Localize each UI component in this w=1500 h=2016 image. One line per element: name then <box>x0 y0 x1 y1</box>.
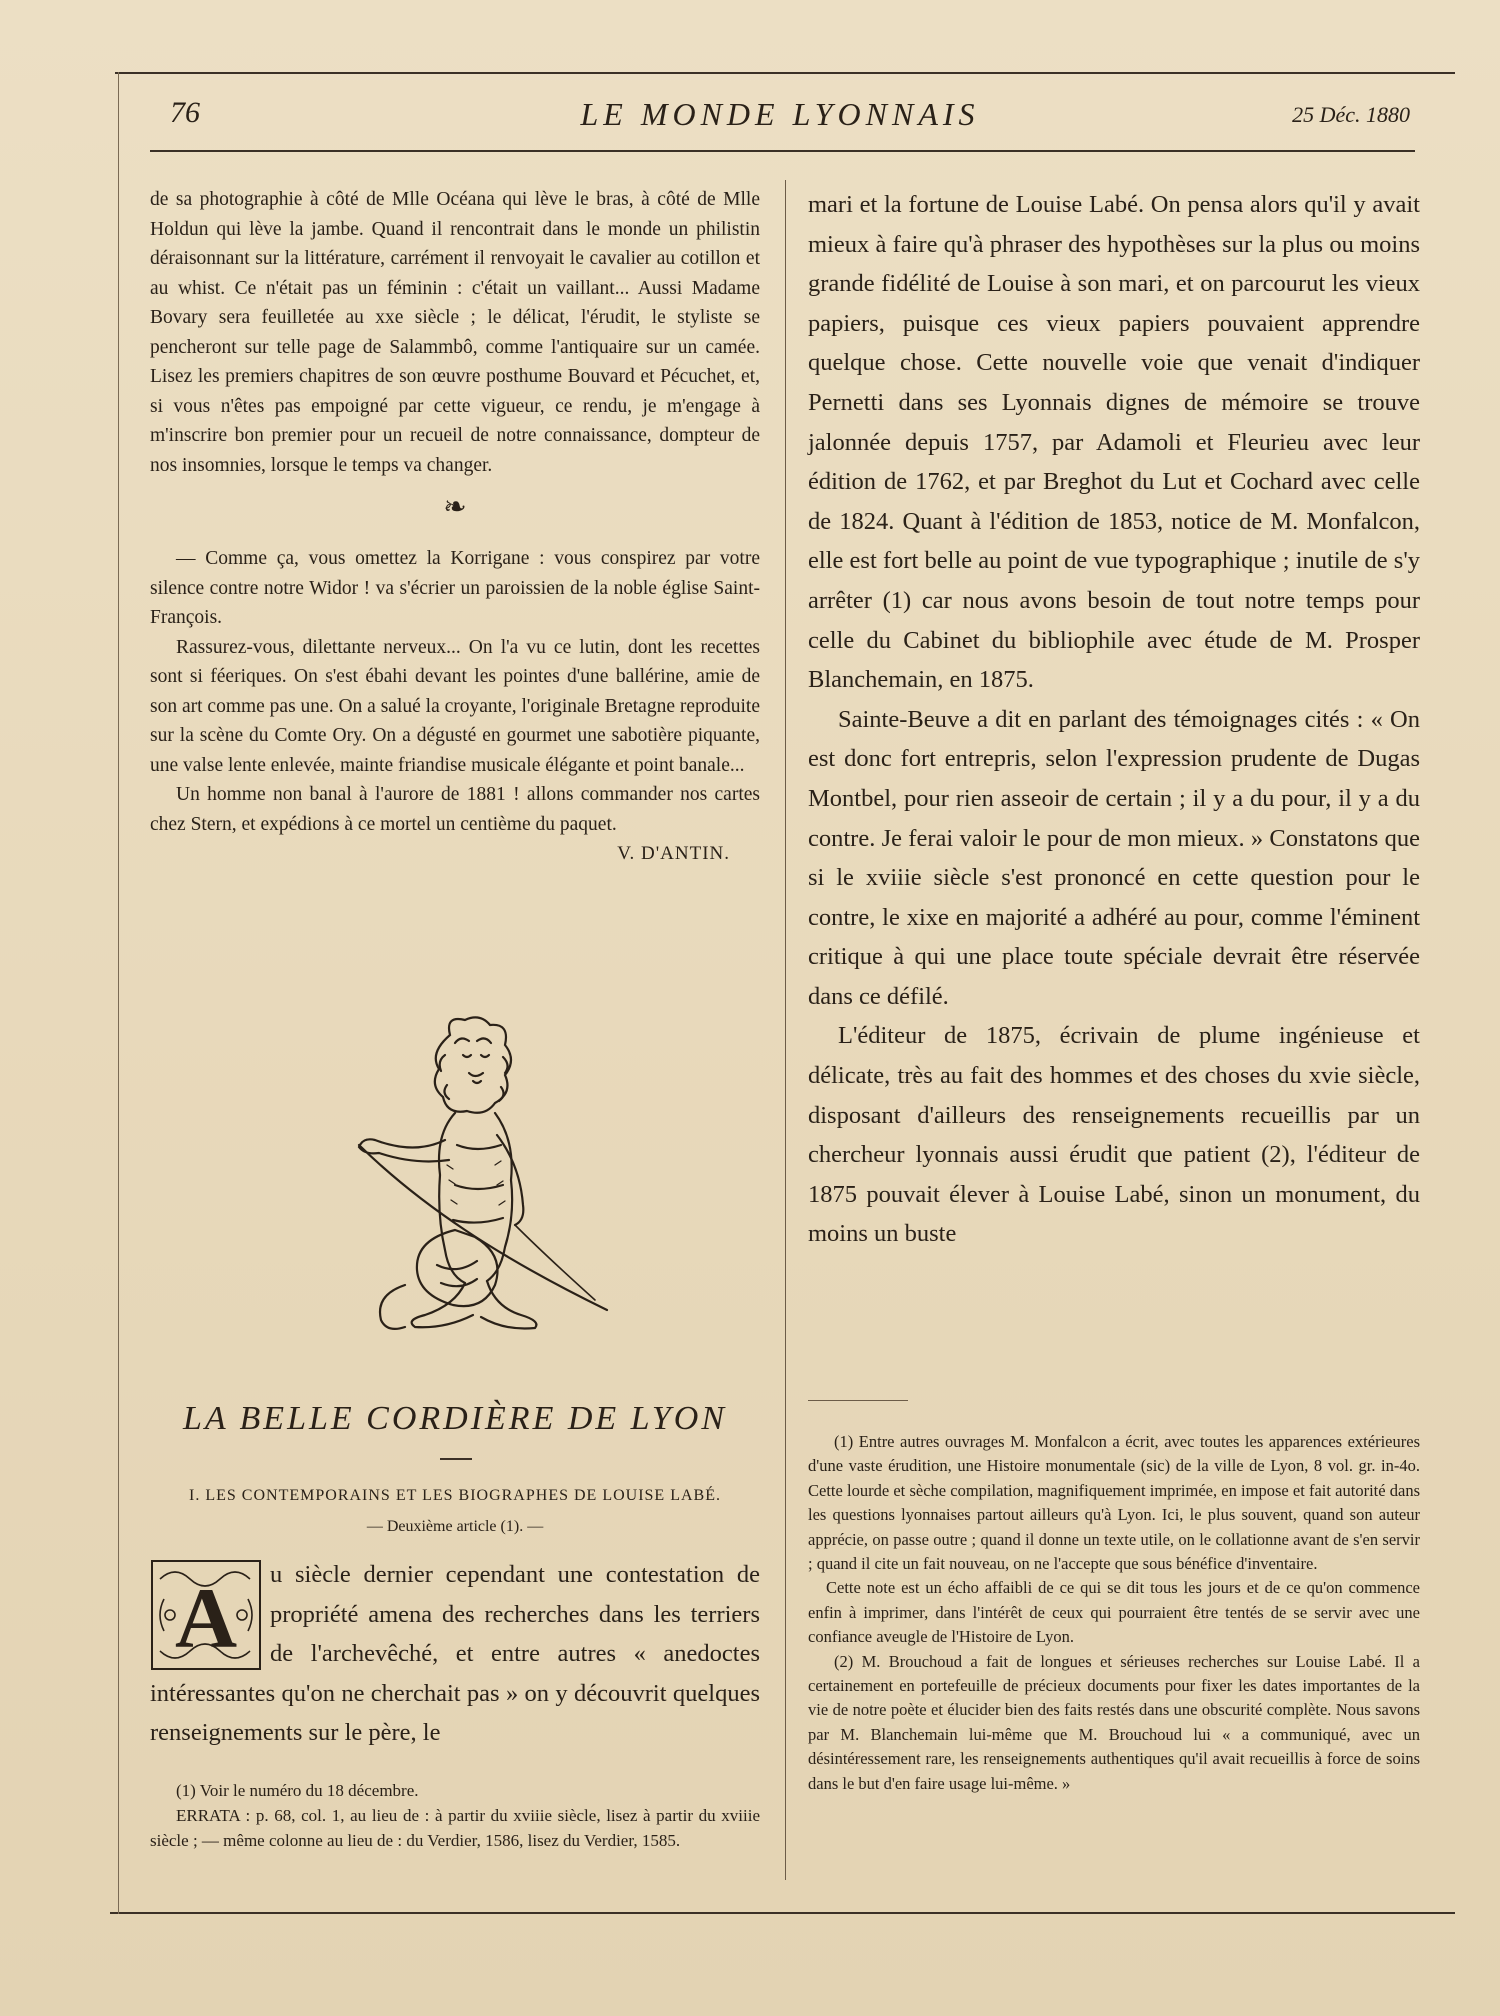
footnote: (1) Voir le numéro du 18 décembre. <box>176 1781 419 1800</box>
footnote: (1) Entre autres ouvrages M. Monfalcon a écrit, avec toutes les apparences extérieures d'une vaste érudition, une Histoire monumentale (sic) de la ville de Lyon, 8 vol. gr. in-4o. Cette lourde et sèche compilation, magnifiquement imprimée, en impose et fait autorité dans les questions lyonnaises partout ailleurs qu'à Lyon. Ici, le plus souvent, quand son auteur apprécie, on passe outre ; quand il donne un texte utile, on le collationne avant de s'en servir ; quand il cite un fait nouveau, on ne l'accepte que sous bénéfice d'inventaire. <box>808 1432 1420 1574</box>
page-header <box>150 96 1410 140</box>
paragraph: de sa photographie à côté de Mlle Océana qui lève le bras, à côté de Mlle Holdun qui lève la jambe. Quand il rencontrait dans le monde un philistin déraisonnant sur la littérature, carrément il renvoyait le cavalier au cotillon et au whist. Ce n'était pas un féminin : c'était un vaillant... Aussi Madame Bovary sera feuilletée au xxe siècle ; le délicat, l'érudit, le styliste se pencheront sur telle page de Salammbô, comme l'antiquaire sur un camée. Lisez les premiers chapitres de son œuvre posthume Bouvard et Pécuchet, et, si vous n'êtes pas empoigné par cette vigueur, ce rendu, je m'engage à m'inscrire bon premier pour un recueil de notre connaissance, dompteur de nos insomnies, lorsque le temps va changer. <box>150 189 760 476</box>
top-border-rule <box>115 72 1455 74</box>
section-subtitle: I. LES CONTEMPORAINS ET LES BIOGRAPHES DE LOUISE LABÉ. <box>189 1487 721 1504</box>
footnote-continuation: Cette note est un écho affaibli de ce qui se dit tous les jours et de ce qu'on commence enfin à imprimer, dans l'intérêt de ceux qui pourraient être tentés de se servir avec une confiance aveugle de l'Histoire de Lyon. <box>808 1578 1420 1647</box>
section-subnote: — Deuxième article (1). — <box>366 1518 544 1535</box>
paragraph: — Comme ça, vous omettez la Korrigane : vous conspirez par votre silence contre notre Widor ! va s'écrier un paroissien de la noble église Saint-François. <box>150 548 760 628</box>
title-rule <box>440 1458 472 1460</box>
article-opening <box>150 1555 760 1753</box>
paragraph: Sainte-Beuve a dit en parlant des témoignages cités : « On est donc fort entrepris, selon l'expression prudente de Dugas Montbel, pour rien asseoir de certain ; il y a du pour, il y a du contre. Je ferai valoir le pour de mon mieux. » Constatons que si le xviiie siècle s'est prononcé en cette question pour le contre, le xixe en majorité a adhéré au pour, comme l'éminent critique à qui une place toute spéciale devrait être réservée dans ce défilé. <box>808 705 1420 1010</box>
lion-illustration <box>345 1015 625 1335</box>
fleuron-ornament-icon: ❧ <box>443 492 467 523</box>
footnote-rule <box>808 1400 908 1401</box>
right-column <box>808 185 1420 1254</box>
signature: V. D'ANTIN. <box>617 843 730 864</box>
ornate-drop-cap-icon <box>150 1559 262 1671</box>
header-rule <box>150 150 1415 152</box>
left-column <box>150 185 760 865</box>
issue-date: 25 Déc. 1880 <box>1292 102 1410 127</box>
left-footnotes <box>150 1778 760 1853</box>
footnote-errata: ERRATA : p. 68, col. 1, au lieu de : à partir du xviiie siècle, lisez à partir du xviiie siècle ; — même colonne au lieu de : du Verdier, 1586, lisez du Verdier, 1585. <box>150 1806 760 1850</box>
paragraph: Un homme non banal à l'aurore de 1881 ! allons commander nos cartes chez Stern, et expédions à ce mortel un centième du paquet. <box>150 784 760 835</box>
paragraph: L'éditeur de 1875, écrivain de plume ingénieuse et délicate, très au fait des hommes et des choses du xvie siècle, disposant d'ailleurs des renseignements recueillis par un chercheur lyonnais aussi érudit que patient (2), l'éditeur de 1875 pouvait élever à Louise Labé, sinon un monument, du moins un buste <box>808 1022 1420 1248</box>
paragraph: mari et la fortune de Louise Labé. On pensa alors qu'il y avait mieux à faire qu'à phraser des hypothèses sur la plus ou moins grande fidélité de Louise à son mari, et on parcourut les vieux papiers, puisque ces vieux papiers pouvaient apprendre quelque chose. Cette nouvelle voie que venait d'indiquer Pernetti dans ses Lyonnais dignes de mémoire se trouve jalonnée depuis 1757, par Adamoli et Fleurieu avec leur édition de 1762, et par Breghot du Lut et Cochard avec celle de 1824. Quant à l'édition de 1853, notice de M. Monfalcon, elle est fort belle au point de vue typographique ; inutile de s'y arrêter (1) car nous avons besoin de tout notre temps pour celle du Cabinet du bibliophile avec étude de M. Prosper Blanchemain, en 1875. <box>808 191 1420 694</box>
footnote: (2) M. Brouchoud a fait de longues et sérieuses recherches sur Louise Labé. Il a certainement en portefeuille de précieux documents pour fixer les dates importantes de la vie de notre poète et élucider bien des faits restés dans une obscurité complète. Nous savons par M. Blanchemain lui-même que M. Brouchoud lui « a communiqué, avec un désintéressement rare, les renseignements authentiques qu'il avait recueillis à force de soins dans le but d'en faire usage lui-même. » <box>808 1651 1420 1793</box>
bottom-border-rule <box>110 1912 1455 1914</box>
section-title: LA BELLE CORDIÈRE DE LYON <box>182 1400 728 1437</box>
paragraph: Rassurez-vous, dilettante nerveux... On l'a vu ce lutin, dont les recettes sont si féeriques. On s'est ébahi devant les pointes d'une ballérine, amie de son art comme pas une. On a salué la croyante, l'originale Bretagne reproduite sur la scène du Comte Ory. On a dégusté en gourmet une sabotière piquante, une valse lente enlevée, mainte friandise musicale élégante et point banale... <box>150 636 760 776</box>
journal-title: LE MONDE LYONNAIS <box>580 96 980 132</box>
drop-cap-letter: A <box>174 1570 238 1666</box>
article-first-paragraph: u siècle dernier cependant une contestation de propriété amena des recherches dans les terriers de l'archevêché, et entre autres « anedoctes intéressantes qu'on ne cherchait pas » on y découvrit quelques renseignements sur le père, le <box>150 1561 760 1746</box>
column-divider <box>785 180 786 1880</box>
page-number: 76 <box>170 96 200 129</box>
left-border-rule <box>118 72 119 1914</box>
right-footnotes <box>808 1430 1420 1796</box>
